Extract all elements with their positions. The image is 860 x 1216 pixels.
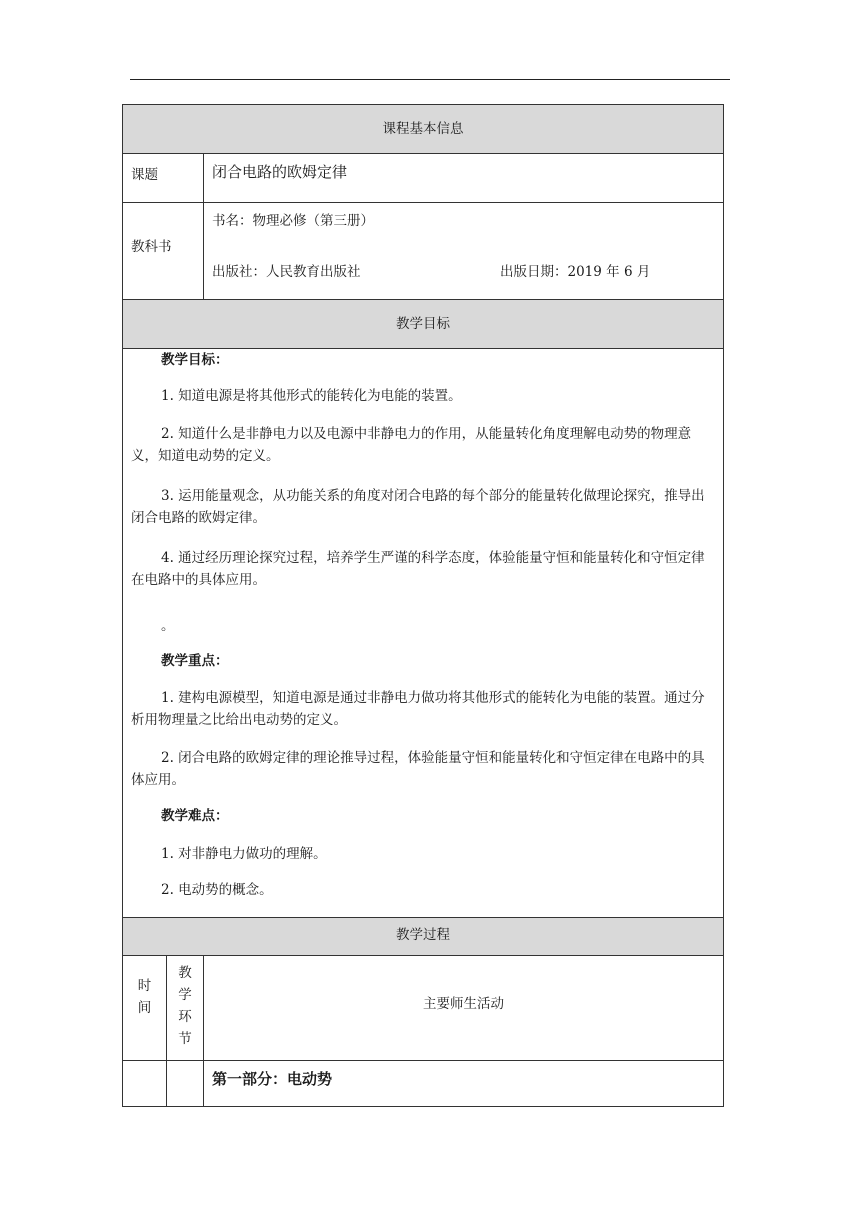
time-cell [123, 1061, 167, 1107]
part-one-cell [204, 1061, 724, 1107]
difficult-points-heading: 教学难点： [161, 808, 229, 824]
textbook-info-cell [204, 203, 724, 300]
goals-heading: 教学目标： [161, 352, 229, 368]
key-point-item: 2. 闭合电路的欧姆定律的理论推导过程，体验能量守恒和能量转化和守恒定律在电路中的具体应用。 [131, 750, 705, 788]
section-header-objectives: 教学目标 [123, 300, 724, 349]
topic-value-cell [204, 154, 724, 203]
book-name: 书名：物理必修（第三册） [212, 213, 374, 229]
difficult-point-item: 2. 电动势的概念。 [161, 882, 273, 898]
topic-value: 闭合电路的欧姆定律 [212, 163, 348, 181]
stage-cell [167, 1061, 204, 1107]
header-rule [130, 79, 730, 80]
section-header-process: 教学过程 [123, 918, 724, 956]
lesson-plan-table [122, 104, 724, 1107]
difficult-point-item: 1. 对非静电力做功的理解。 [161, 846, 327, 862]
textbook-label-cell [123, 203, 204, 300]
topic-label: 课题 [131, 167, 158, 183]
part-one-heading: 第一部分：电动势 [212, 1070, 333, 1088]
publisher: 出版社：人民教育出版社 [212, 264, 361, 280]
stage-column-header: 教 学 环 节 [167, 956, 204, 1061]
goal-item: 2. 知道什么是非静电力以及电源中非静电力的作用，从能量转化角度理解电动势的物理意义，知道电动势的定义。 [131, 426, 692, 464]
key-points-heading: 教学重点： [161, 653, 229, 669]
key-point-item: 1. 建构电源模型，知道电源是通过非静电力做功将其他形式的能转化为电能的装置。通过分析用物理量之比给出电动势的定义。 [131, 690, 705, 728]
goal-item: 3. 运用能量观念，从功能关系的角度对闭合电路的每个部分的能量转化做理论探究，推导出闭合电路的欧姆定律。 [131, 488, 705, 526]
section-header-basic-info: 课程基本信息 [123, 105, 724, 154]
publish-date: 出版日期：2019 年 6 月 [500, 264, 651, 280]
stray-mark: 。 [161, 618, 175, 634]
goal-item: 4. 通过经历理论探究过程，培养学生严谨的科学态度，体验能量守恒和能量转化和守恒定律在电路中的具体应用。 [131, 550, 705, 588]
time-column-header: 时 间 [123, 956, 167, 1061]
textbook-label: 教科书 [131, 239, 172, 255]
objectives-content-cell [123, 349, 724, 918]
goal-item: 1. 知道电源是将其他形式的能转化为电能的装置。 [161, 388, 462, 404]
activity-column-header: 主要师生活动 [204, 956, 724, 1061]
topic-label-cell [123, 154, 204, 203]
